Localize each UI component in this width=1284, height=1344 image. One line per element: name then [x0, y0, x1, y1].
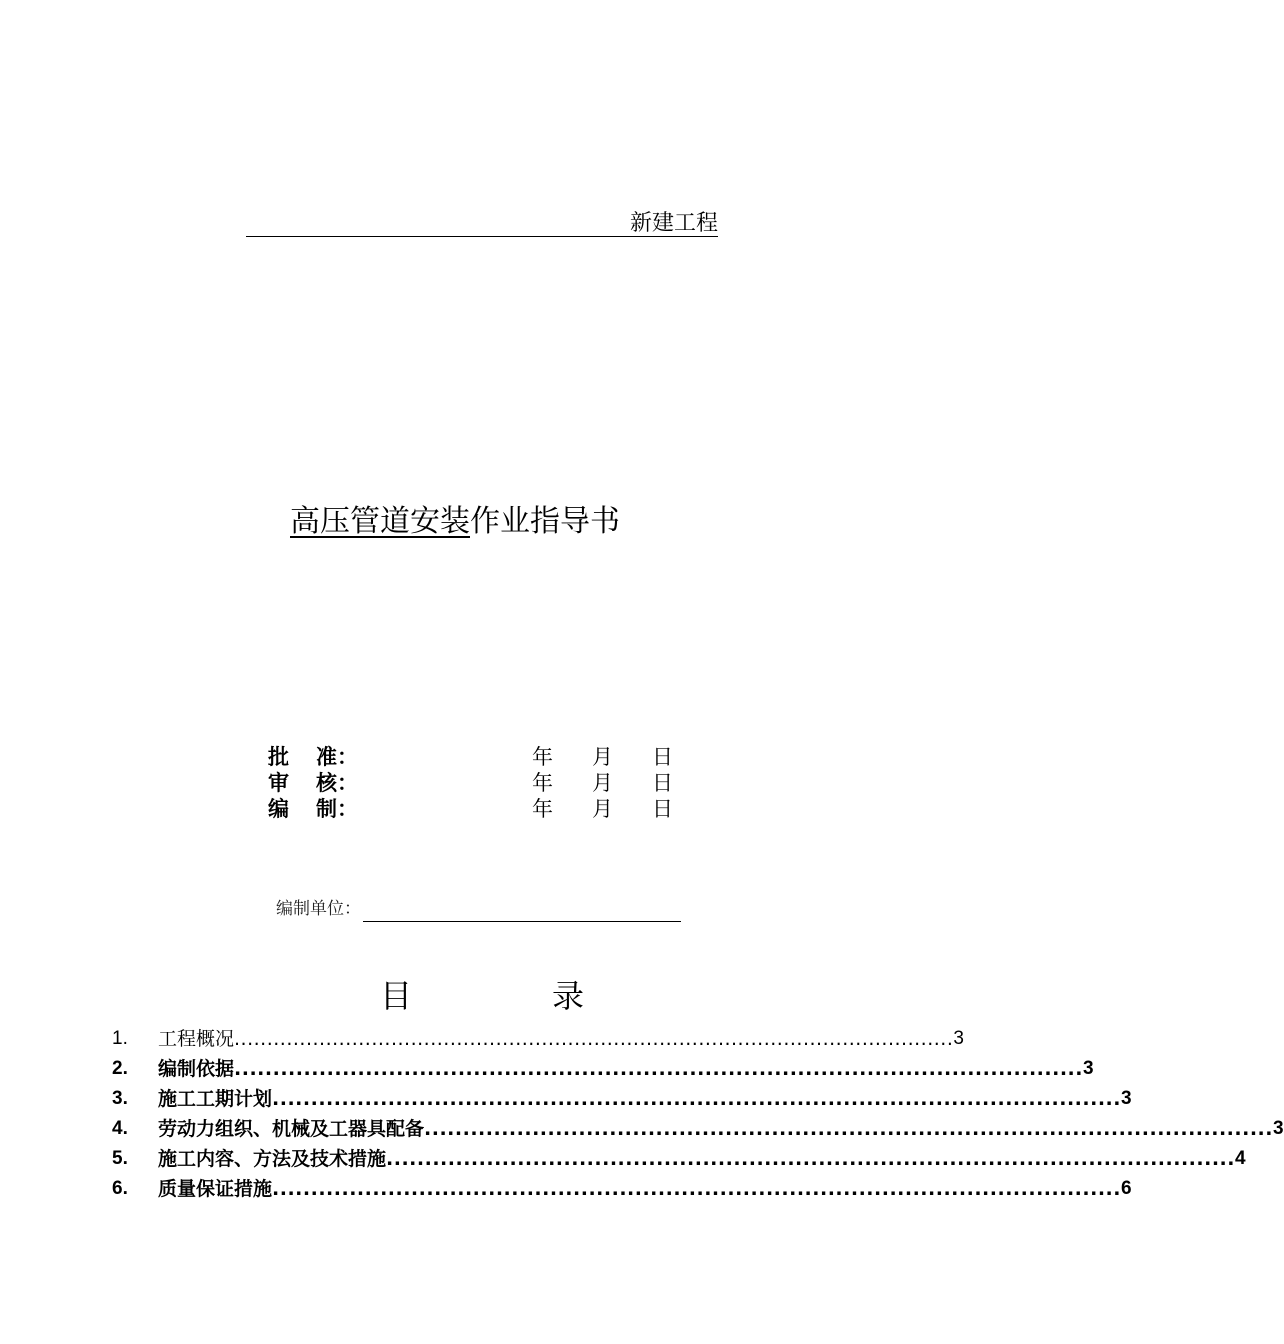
day-label: 日 — [652, 771, 673, 795]
toc-entry-number: 1. — [112, 1028, 128, 1049]
toc-entry-text: 劳动力组织、机械及工器具配备 — [158, 1118, 425, 1140]
toc-leader-dots: .............................................................................................................. — [386, 1148, 1235, 1170]
toc-entry[interactable] — [112, 1114, 1284, 1144]
signature-row-approve — [0, 744, 950, 770]
toc-entry-number: 2. — [112, 1058, 128, 1079]
day-label: 日 — [652, 797, 673, 821]
toc-entry-page: 3 — [953, 1028, 964, 1049]
signature-block — [0, 744, 950, 824]
project-name-line — [246, 206, 718, 237]
toc-entry-number: 5. — [112, 1148, 128, 1169]
signature-role-char: 制： — [316, 797, 358, 821]
toc-entry-text: 工程概况 — [158, 1028, 235, 1050]
toc-leader-dots: .............................................................................................................. — [234, 1028, 954, 1050]
project-name: 新建工程 — [629, 211, 718, 236]
signature-role-char: 准： — [316, 745, 358, 769]
year-label: 年 — [532, 745, 553, 769]
toc-entry-text: 质量保证措施 — [158, 1178, 273, 1200]
toc-entry-page: 4 — [1234, 1148, 1246, 1169]
toc-entry-number: 4. — [112, 1118, 128, 1139]
signature-role-char: 批 — [268, 745, 289, 769]
toc-leader-dots: .............................................................................................................. — [272, 1178, 1121, 1200]
toc-title-char: 目 — [380, 977, 413, 1015]
year-label: 年 — [532, 771, 553, 795]
month-label: 月 — [592, 771, 613, 795]
document-title-underlined: 高压管道安装 — [290, 504, 470, 539]
toc-leader-dots: .............................................................................................................. — [272, 1088, 1121, 1110]
toc-title-char: 录 — [552, 977, 585, 1015]
compiling-unit-label: 编制单位： — [276, 899, 361, 919]
toc-entry-text: 编制依据 — [158, 1058, 235, 1080]
toc-leader-dots: .............................................................................................................. — [234, 1058, 1083, 1080]
compiling-unit — [276, 896, 681, 922]
toc-entry[interactable] — [112, 1054, 1094, 1084]
signature-role-char: 审 — [268, 771, 289, 795]
toc-entry-page: 6 — [1120, 1178, 1132, 1199]
document-title — [290, 500, 620, 544]
toc-entry[interactable] — [112, 1174, 1132, 1204]
compiling-unit-blank-line — [363, 903, 681, 922]
signature-row-review — [0, 770, 950, 796]
document-title-rest: 作业指导书 — [470, 504, 620, 539]
year-label: 年 — [532, 797, 553, 821]
toc-entry[interactable] — [112, 1024, 964, 1054]
signature-row-compile — [0, 796, 950, 822]
toc-entry-page: 3 — [1120, 1088, 1132, 1109]
toc-entry-page: 3 — [1082, 1058, 1094, 1079]
toc-entry-number: 3. — [112, 1088, 128, 1109]
day-label: 日 — [652, 745, 673, 769]
toc-leader-dots: .............................................................................................................. — [424, 1118, 1273, 1140]
toc-entry-text: 施工工期计划 — [158, 1088, 273, 1110]
signature-role-char: 编 — [268, 797, 289, 821]
month-label: 月 — [592, 745, 613, 769]
signature-role-char: 核： — [316, 771, 358, 795]
toc-entry-text: 施工内容、方法及技术措施 — [158, 1148, 387, 1170]
month-label: 月 — [592, 797, 613, 821]
toc-entry-number: 6. — [112, 1178, 128, 1199]
table-of-contents — [112, 1024, 1284, 1204]
toc-entry[interactable] — [112, 1144, 1246, 1174]
toc-entry[interactable] — [112, 1084, 1132, 1114]
toc-entry-page: 3 — [1272, 1118, 1284, 1139]
